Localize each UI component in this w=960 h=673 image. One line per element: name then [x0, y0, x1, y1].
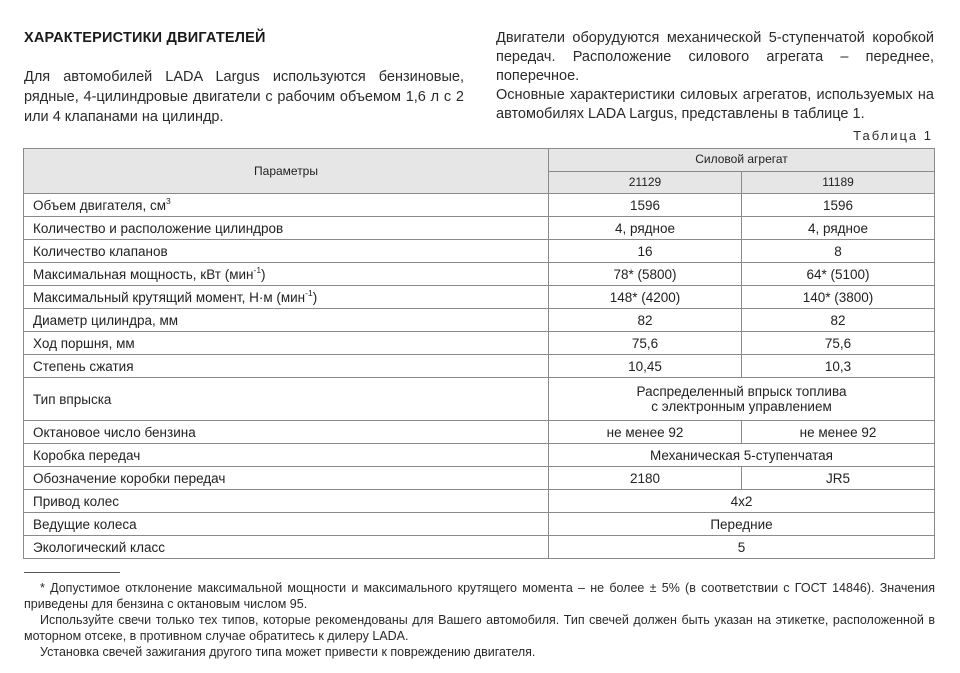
value-cell: 75,6: [742, 332, 935, 355]
value-cell: 16: [549, 240, 742, 263]
intro-right-sentence-1: Двигатели оборудуются механической 5-ступенчатой коробкой передач. Расположение силового агрегата – переднее, поперечное.: [496, 30, 934, 84]
table-row: [24, 194, 935, 217]
table-row: [24, 332, 935, 355]
param-cell: Октановое число бензина: [24, 421, 549, 444]
footnote-spark-plugs: Используйте свечи только тех типов, которые рекомендованы для Вашего автомобиля. Тип свечей должен быть указан на этикетке, расположенной в моторном отсеке, в противном случае обратитесь к дилеру LADA.: [24, 613, 935, 643]
table-row: [24, 421, 935, 444]
param-cell: Привод колес: [24, 490, 549, 513]
merged-value-cell: 5: [549, 536, 935, 559]
param-cell: Коробка передач: [24, 444, 549, 467]
table-row: [24, 490, 935, 513]
value-cell: 1596: [549, 194, 742, 217]
value-cell: 4, рядное: [549, 217, 742, 240]
param-cell: Диаметр цилиндра, мм: [24, 309, 549, 332]
intro-paragraph-left: Для автомобилей LADA Largus используются бензиновые, рядные, 4-цилиндровые двигатели с рабочим объемом 1,6 л с 2 или 4 клапанами на цилиндр.: [24, 69, 464, 125]
params-column-header: Параметры: [24, 149, 549, 194]
param-cell: Экологический класс: [24, 536, 549, 559]
table-row: [24, 286, 935, 309]
param-cell: Тип впрыска: [24, 378, 549, 421]
value-cell: 1596: [742, 194, 935, 217]
table-row: [24, 240, 935, 263]
value-cell: 78* (5800): [549, 263, 742, 286]
value-cell: 140* (3800): [742, 286, 935, 309]
value-cell: 4, рядное: [742, 217, 935, 240]
value-cell: 148* (4200): [549, 286, 742, 309]
value-cell: 2180: [549, 467, 742, 490]
table-row: [24, 309, 935, 332]
table-row: [24, 355, 935, 378]
param-cell: Обозначение коробки передач: [24, 467, 549, 490]
param-cell: Степень сжатия: [24, 355, 549, 378]
param-cell: Объем двигателя, $см^3$: [24, 194, 549, 217]
footnotes: [24, 580, 935, 660]
value-cell: 64* (5100): [742, 263, 935, 286]
value-cell: не менее 92: [549, 421, 742, 444]
table-row: [24, 263, 935, 286]
table-caption: Таблица 1: [853, 128, 933, 143]
value-cell: 10,45: [549, 355, 742, 378]
table-row: [24, 467, 935, 490]
table-row: [24, 444, 935, 467]
footnote-tolerance: * Допустимое отклонение максимальной мощности и максимального крутящего момента – не более ± 5% (в соответствии с ГОСТ 14846). Значения приведены для бензина с октановым числом 95.: [24, 581, 935, 611]
value-cell: 82: [549, 309, 742, 332]
table-row: [24, 217, 935, 240]
value-cell: 8: [742, 240, 935, 263]
merged-value-cell: Механическая 5-ступенчатая: [549, 444, 935, 467]
value-cell: 10,3: [742, 355, 935, 378]
merged-value-cell: Распределенный впрыск топлива с электронным управлением: [549, 378, 935, 421]
table-row: [24, 378, 935, 421]
param-cell: Ход поршня, мм: [24, 332, 549, 355]
table-row: [24, 536, 935, 559]
param-cell: Количество и расположение цилиндров: [24, 217, 549, 240]
value-cell: не менее 92: [742, 421, 935, 444]
value-cell: 82: [742, 309, 935, 332]
footnote-divider: [24, 572, 120, 573]
param-cell: Количество клапанов: [24, 240, 549, 263]
param-cell: Максимальный крутящий момент, Н·м (мин$^{-1}$): [24, 286, 549, 309]
table-row: [24, 513, 935, 536]
value-cell: 75,6: [549, 332, 742, 355]
intro-paragraph-right: [496, 29, 934, 124]
engine-a-header: 21129: [549, 171, 742, 194]
value-cell: JR5: [742, 467, 935, 490]
intro-right-sentence-2: Основные характеристики силовых агрегатов, используемых на автомобилях LADA Largus, представлены в таблице 1.: [496, 87, 934, 122]
param-cell: Максимальная мощность, кВт (мин$^{-1}$): [24, 263, 549, 286]
engine-specs-table: [23, 148, 935, 559]
footnote-warning: Установка свечей зажигания другого типа может привести к повреждению двигателя.: [40, 645, 536, 659]
param-cell: Ведущие колеса: [24, 513, 549, 536]
power-unit-header: Силовой агрегат: [549, 149, 935, 172]
merged-value-cell: Передние: [549, 513, 935, 536]
engine-b-header: 11189: [742, 171, 935, 194]
merged-value-cell: 4x2: [549, 490, 935, 513]
section-heading: ХАРАКТЕРИСТИКИ ДВИГАТЕЛЕЙ: [24, 30, 266, 46]
